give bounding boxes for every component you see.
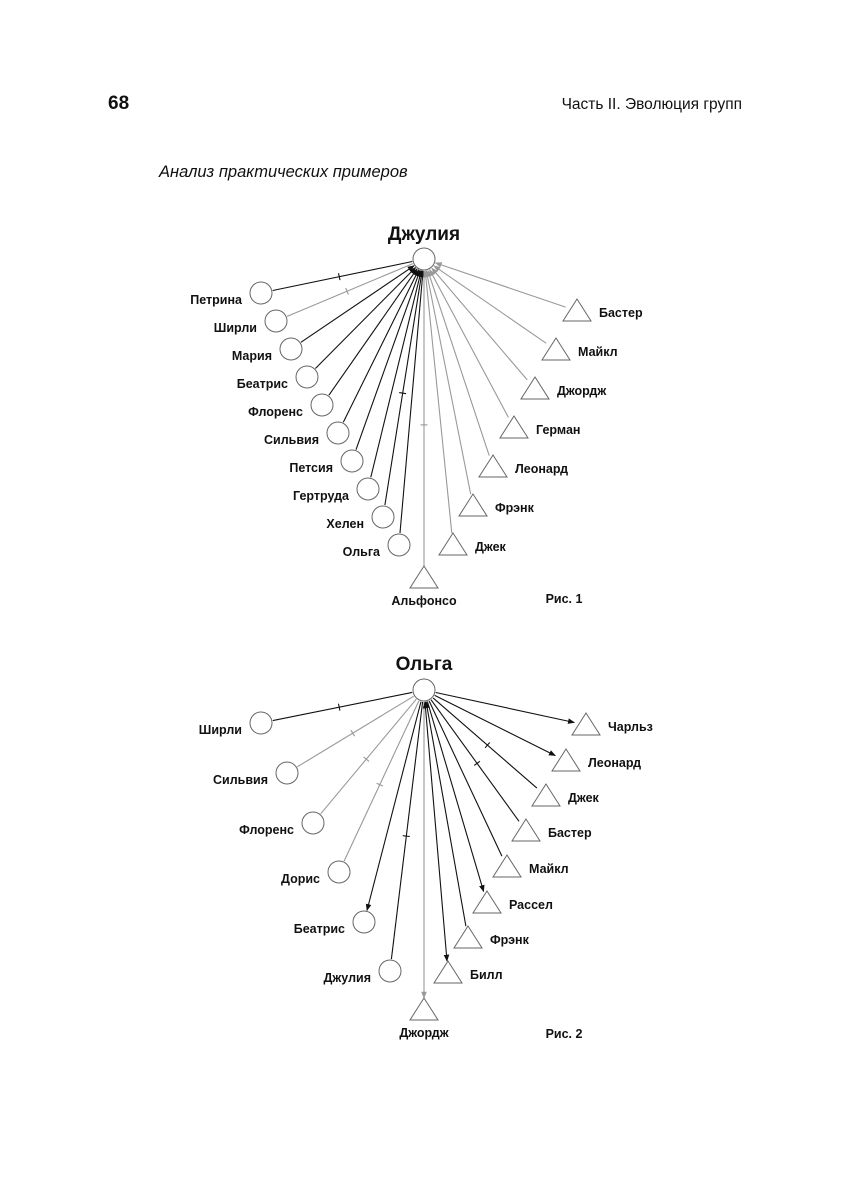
circle-node — [296, 366, 318, 388]
node-label: Мария — [231, 349, 272, 363]
edge-f2-rassel — [427, 702, 483, 892]
node-label: Альфонсо — [391, 594, 457, 608]
edge-f2-leonard — [435, 695, 556, 755]
node-label: Герман — [536, 423, 581, 437]
figure-caption: Рис. 2 — [545, 1027, 583, 1041]
center-node — [413, 679, 435, 701]
edge-tick — [339, 273, 341, 280]
node-label: Джордж — [557, 384, 607, 398]
circle-node — [250, 712, 272, 734]
circle-node — [280, 338, 302, 360]
triangle-node — [572, 713, 600, 735]
figure-2-sociogram — [199, 654, 653, 1041]
edge-f2-florens — [321, 699, 417, 814]
node-label: Джулия — [323, 971, 371, 985]
edge-f2-shirli — [273, 692, 412, 720]
node-label: Гертруда — [293, 489, 349, 503]
node-label: Билл — [470, 968, 503, 982]
node-label: Дорис — [281, 872, 320, 886]
triangle-node — [521, 377, 549, 399]
triangle-node — [434, 961, 462, 983]
edge-f2-doris — [344, 701, 419, 861]
running-head: Часть II. Эволюция групп — [561, 96, 742, 113]
node-label: Чарльз — [608, 720, 653, 734]
circle-node — [372, 506, 394, 528]
node-label: Майкл — [529, 862, 569, 876]
triangle-node — [512, 819, 540, 841]
node-label: Бастер — [599, 306, 643, 320]
triangle-node — [479, 455, 507, 477]
node-label: Джек — [568, 791, 599, 805]
figure-title: Ольга — [395, 654, 453, 675]
triangle-node — [439, 533, 467, 555]
node-label: Фрэнк — [495, 501, 534, 515]
circle-node — [250, 282, 272, 304]
node-label: Беатрис — [293, 922, 345, 936]
node-label: Флоренс — [248, 405, 303, 419]
node-label: Ширли — [213, 321, 257, 335]
node-label: Сильвия — [264, 433, 319, 447]
node-label: Сильвия — [213, 773, 268, 787]
node-label: Бастер — [548, 826, 592, 840]
node-label: Фрэнк — [490, 933, 529, 947]
triangle-node — [459, 494, 487, 516]
triangle-node — [493, 855, 521, 877]
circle-node — [311, 394, 333, 416]
edge-f1-baster — [435, 263, 565, 307]
center-node — [413, 248, 435, 270]
edge-f1-maykl — [434, 266, 546, 343]
edge-f1-florens — [329, 269, 417, 395]
edge-tick — [474, 761, 480, 765]
node-label: Майкл — [578, 345, 618, 359]
node-label: Беатрис — [236, 377, 288, 391]
node-label: Джордж — [399, 1026, 449, 1040]
node-label: Рассел — [509, 898, 553, 912]
edge-f2-silviya — [297, 696, 413, 767]
triangle-node — [542, 338, 570, 360]
edge-tick — [351, 730, 355, 736]
edge-f1-dzhek — [425, 271, 452, 533]
node-label: Ширли — [198, 723, 242, 737]
node-label: Леонард — [588, 756, 642, 770]
page-number: 68 — [108, 93, 130, 114]
triangle-node — [500, 416, 528, 438]
edge-f2-beatris — [367, 702, 421, 911]
circle-node — [302, 812, 324, 834]
node-label: Джек — [475, 540, 506, 554]
edge-f2-bill — [425, 702, 447, 961]
circle-node — [357, 478, 379, 500]
nodes — [199, 679, 653, 1040]
node-label: Флоренс — [239, 823, 294, 837]
edge-f2-frenk — [426, 702, 466, 926]
node-label: Петрина — [190, 293, 242, 307]
triangle-node — [410, 566, 438, 588]
circle-node — [276, 762, 298, 784]
triangle-node — [410, 998, 438, 1020]
edge-tick — [339, 704, 340, 711]
circle-node — [388, 534, 410, 556]
edge-f1-petrina — [273, 262, 413, 291]
triangle-node — [454, 926, 482, 948]
node-label: Ольга — [342, 545, 380, 559]
triangle-node — [552, 749, 580, 771]
circle-node — [265, 310, 287, 332]
figure-1-sociogram — [190, 224, 643, 608]
circle-node — [327, 422, 349, 444]
triangle-node — [473, 891, 501, 913]
node-label: Хелен — [326, 517, 364, 531]
edges — [273, 692, 575, 998]
edge-f2-dzhuliya — [391, 702, 422, 959]
section-heading: Анализ практических примеров — [159, 163, 408, 181]
circle-node — [341, 450, 363, 472]
circle-node — [353, 911, 375, 933]
edge-tick — [399, 393, 406, 394]
figure-caption: Рис. 1 — [545, 592, 583, 606]
circle-node — [379, 960, 401, 982]
edge-f1-petsiya — [356, 270, 420, 449]
circle-node — [328, 861, 350, 883]
triangle-node — [563, 299, 591, 321]
figure-title: Джулия — [387, 224, 461, 245]
node-label: Петсия — [289, 461, 333, 475]
edge-tick — [403, 836, 410, 837]
edge-f1-silviya — [343, 270, 418, 422]
node-label: Леонард — [515, 462, 569, 476]
